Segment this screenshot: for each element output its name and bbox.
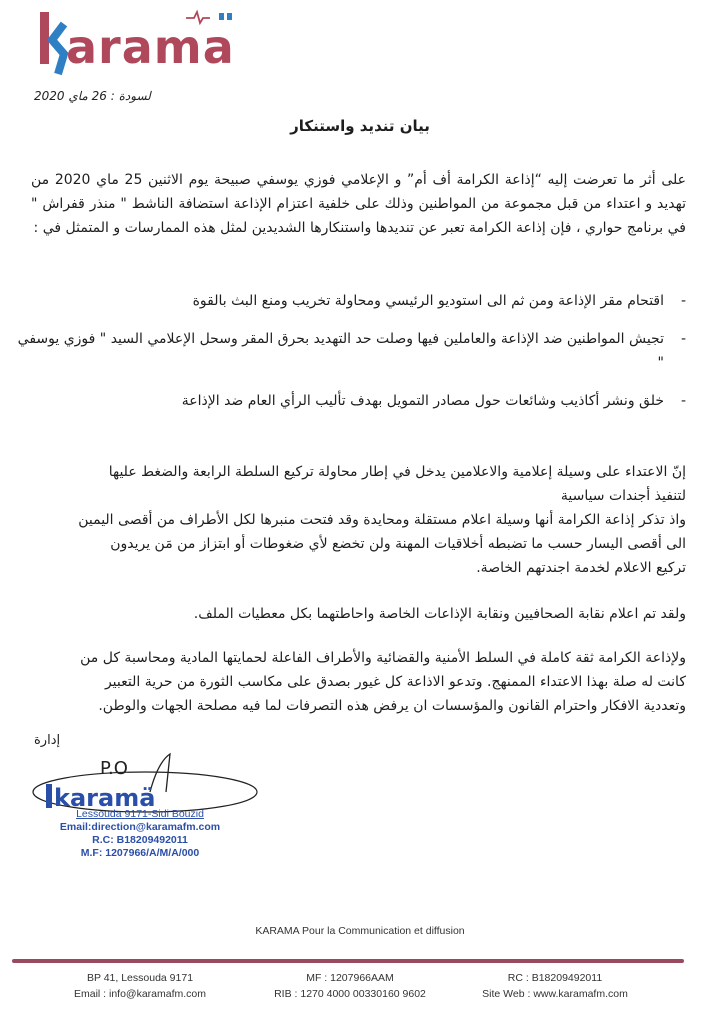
bullet-marker: - bbox=[680, 331, 686, 347]
bullet-item bbox=[16, 389, 686, 413]
paragraph-line: الى أقصى اليسار حسب ما تضبطه أخلاقيات المهنة ولن تخضع لأي ضغوطات أو ابتزاز من مَن يريدون bbox=[110, 536, 686, 552]
stamp-mf: M.F: 1207966/A/M/A/000 bbox=[80, 847, 200, 859]
footer-col-tax bbox=[250, 970, 450, 1002]
footer-col-address bbox=[40, 970, 240, 1002]
stamp-rc: R.C: B18209492011 bbox=[92, 834, 188, 846]
document-date: لسودة : 26 ماي 2020 bbox=[34, 89, 151, 103]
footer-col-web bbox=[455, 970, 655, 1002]
footer-divider bbox=[12, 959, 684, 963]
bullet-text: اقتحام مقر الإذاعة ومن ثم الى استوديو الرئيسي ومحاولة تخريب ومنع البث بالقوة bbox=[192, 293, 664, 309]
bullet-list bbox=[16, 289, 686, 427]
bullet-text: خلق ونشر أكاذيب وشائعات حول مصادر التمويل بهدف تأليب الرأي العام ضد الإذاعة bbox=[181, 393, 664, 409]
paragraph-4 bbox=[26, 646, 686, 718]
intro-paragraph: على أثر ما تعرضت إليه “إذاعة الكرامة أف أم” و الإعلامي فوزي يوسفي صبيحة يوم الاثنين 25 ماي 2020 من تهديد و اعتداء من قبل مجموعة من المواطنين وذلك على خلفية اعتزام الإذاعة استضافة الناشط " منذر قفراش " في برنامج حواري ، فإن إذاعة الكرامة تعبر عن تنديدها واستنكارها الشديدين لمثل هذه الممارسات و المتمثل في : bbox=[31, 172, 686, 236]
bullet-item bbox=[16, 289, 686, 313]
paragraph-3: ولقد تم اعلام نقابة الصحافيين ونقابة الإذاعات الخاصة واحاطتهما بكل معطيات الملف. bbox=[193, 606, 686, 622]
paragraph-line: إنّ الاعتداء على وسيلة إعلامية والاعلامين يدخل في إطار محاولة تركيع السلطة الرابعة والضغط عليها bbox=[108, 464, 686, 480]
bullet-marker: - bbox=[680, 393, 686, 409]
paragraph-line: كانت له صلة بهذا الاعتداء الممنهج. وتدعو الاذاعة كل غيور بصدق على مكاسب الثورة من حرية التعبير bbox=[104, 674, 686, 690]
handwritten-initials: P.O bbox=[100, 758, 128, 779]
karama-logo bbox=[36, 6, 246, 88]
bullet-item bbox=[16, 327, 686, 375]
document-title: بيان تنديد واستنكار bbox=[290, 117, 430, 135]
footer-mf: MF : 1207966AAM bbox=[306, 972, 394, 984]
bullet-text: تجيش المواطنين ضد الإذاعة والعاملين فيها وصلت حد التهديد بحرق المقر وسحل الإعلامي السيد " فوزي يوسفي " bbox=[17, 331, 664, 371]
stamp-address: Lessouda 9171-Sidi Bouzid bbox=[76, 808, 204, 820]
paragraph-2 bbox=[26, 460, 686, 580]
footer-site: Site Web : www.karamafm.com bbox=[482, 988, 628, 1000]
footer-email: Email : info@karamafm.com bbox=[73, 988, 207, 1000]
paragraph-line: وتعددية الافكار واحترام القانون والمؤسسات ان يرفض هذه التصرفات لما فيه مصلحة الجهات والوطن. bbox=[98, 698, 686, 714]
stamp-email: Email:direction@karamafm.com bbox=[59, 821, 221, 833]
footer-rib: RIB : 1270 4000 00330160 9602 bbox=[274, 988, 426, 1000]
footer-rc: RC : B18209492011 bbox=[507, 972, 603, 984]
paragraph-line: لتنفيذ أجندات سياسية bbox=[560, 488, 686, 504]
svg-text:arama: arama bbox=[66, 20, 235, 74]
paragraph-line: ولإذاعة الكرامة ثقة كاملة في السلط الأمنية والقضائية والأطراف الفاعلة لحمايتها المادية ومحاسبة كل من bbox=[80, 650, 686, 666]
footer-company: KARAMA Pour la Communication et diffusion bbox=[255, 925, 465, 937]
signature-label: إدارة bbox=[34, 733, 61, 748]
stamp-details bbox=[40, 808, 240, 860]
paragraph-line: واذ تذكر إذاعة الكرامة أنها وسيلة اعلام مستقلة ومحايدة وقد فتحت منبرها لكل الأطراف من أقصى اليمين bbox=[78, 512, 686, 528]
stamp-logo: karamä bbox=[54, 784, 156, 812]
footer-address: BP 41, Lessouda 9171 bbox=[86, 972, 194, 984]
bullet-marker: - bbox=[680, 293, 686, 309]
paragraph-line: تركيع الاعلام لخدمة اجندتهم الخاصة. bbox=[476, 560, 686, 576]
